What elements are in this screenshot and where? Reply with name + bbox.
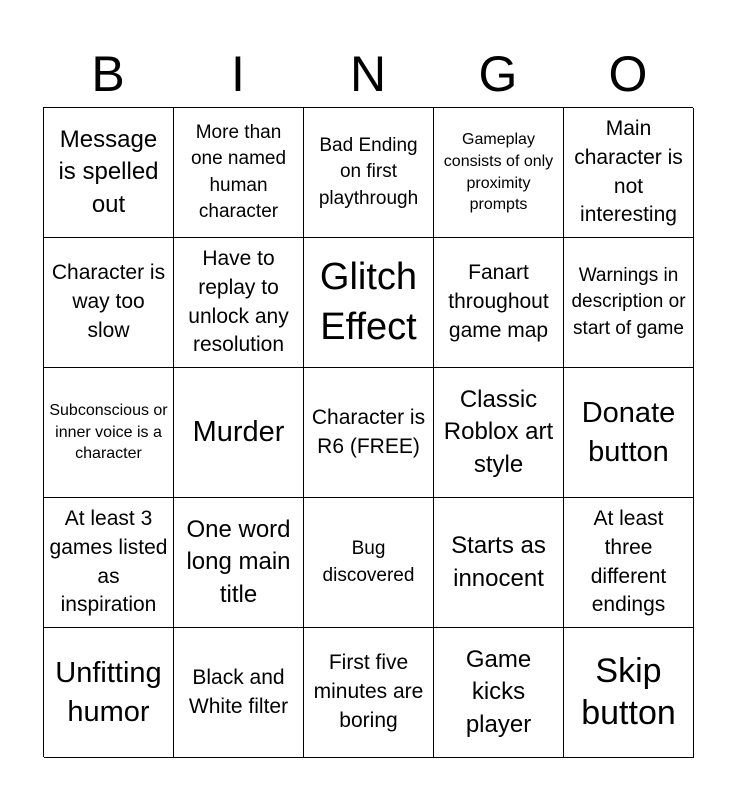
bingo-cell <box>44 238 174 368</box>
cell-text: Main character is not interesting <box>574 116 683 227</box>
bingo-cell <box>564 498 694 628</box>
cell-text: At least three different endings <box>590 506 667 617</box>
cell-text: At least 3 games listed as inspiration <box>49 506 168 617</box>
cell-text: Starts as innocent <box>451 532 546 592</box>
bingo-cell <box>564 238 694 368</box>
header-letter-n: N <box>349 46 387 102</box>
cell-text: Skip button <box>581 652 676 732</box>
cell-text: Message is spelled out <box>58 125 159 218</box>
cell-text: Character is R6 (FREE) <box>311 405 426 458</box>
bingo-cell <box>434 108 564 238</box>
cell-text: Donate button <box>581 396 676 468</box>
bingo-cell <box>174 368 304 498</box>
cell-text: Glitch Effect <box>319 256 418 348</box>
bingo-cell <box>174 238 304 368</box>
header-letter-i: I <box>231 46 245 102</box>
bingo-cell <box>434 368 564 498</box>
bingo-cell <box>434 628 564 758</box>
bingo-cell <box>44 368 174 498</box>
cell-text: Game kicks player <box>465 645 532 738</box>
cell-text: More than one named human character <box>190 122 287 222</box>
cell-text: Fanart throughout game map <box>448 261 549 342</box>
bingo-cell <box>174 628 304 758</box>
header-letter-b: B <box>91 46 125 102</box>
bingo-cell <box>564 628 694 758</box>
cell-text: Classic Roblox art style <box>443 385 554 478</box>
cell-text: Gameplay consists of only proximity prompts <box>443 131 554 214</box>
bingo-cell <box>564 368 694 498</box>
bingo-cell <box>434 498 564 628</box>
bingo-cell <box>304 368 434 498</box>
bingo-board <box>43 107 693 757</box>
cell-text: First five minutes are boring <box>313 651 424 732</box>
bingo-cell <box>174 498 304 628</box>
cell-text: Character is way too slow <box>51 261 166 342</box>
bingo-cell <box>174 108 304 238</box>
cell-text: Murder <box>192 416 285 449</box>
bingo-cell <box>304 498 434 628</box>
cell-text: Bad Ending on first playthrough <box>318 135 419 209</box>
bingo-cell <box>434 238 564 368</box>
cell-text: One word long main title <box>186 515 291 608</box>
cell-text: Warnings in description or start of game <box>571 265 686 339</box>
bingo-cell <box>44 108 174 238</box>
cell-text: Subconscious or inner voice is a character <box>49 402 168 463</box>
bingo-cell <box>304 628 434 758</box>
bingo-cell <box>304 238 434 368</box>
bingo-cell <box>304 108 434 238</box>
cell-text: Black and White filter <box>188 665 289 718</box>
header-letter-o: O <box>608 46 648 102</box>
cell-text: Unfitting humor <box>55 656 162 728</box>
bingo-header <box>43 40 693 108</box>
bingo-cell <box>564 108 694 238</box>
bingo-cell <box>44 628 174 758</box>
cell-text: Have to replay to unlock any resolution <box>188 246 289 357</box>
header-letter-g: G <box>478 46 518 102</box>
cell-text: Bug discovered <box>322 538 415 586</box>
bingo-cell <box>44 498 174 628</box>
